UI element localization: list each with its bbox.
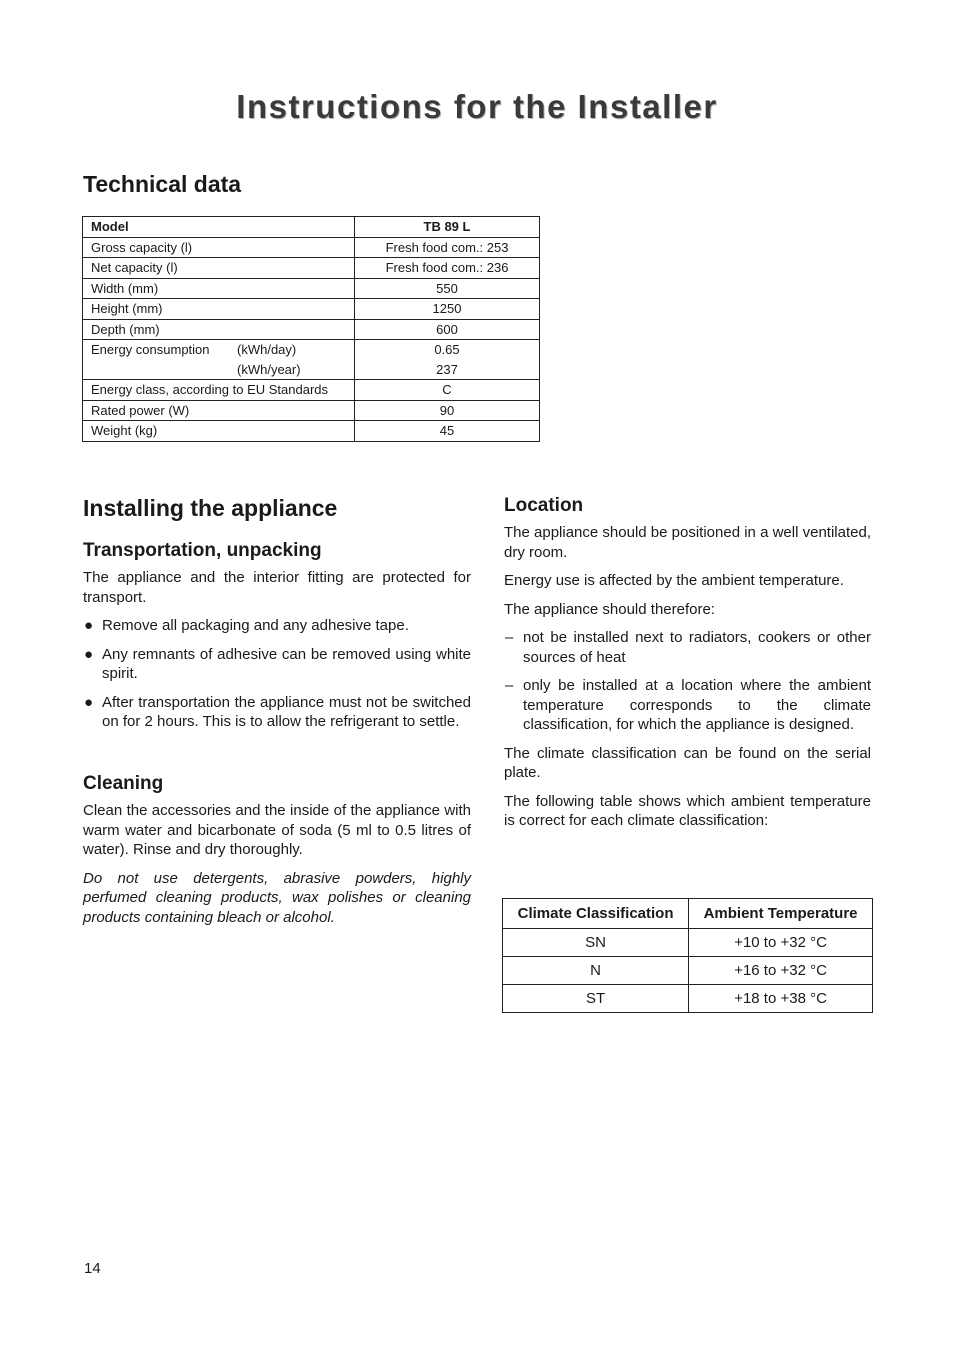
row-value: Fresh food com.: 236 <box>355 258 540 279</box>
list-item <box>83 693 471 732</box>
energy-unit-year: (kWh/year) <box>237 361 301 377</box>
table-row <box>83 237 540 258</box>
bullet-icon: ● <box>84 617 94 634</box>
location-p1: The appliance should be positioned in a well ventilated, dry room. <box>504 524 871 561</box>
table-row <box>83 400 540 421</box>
dash-icon: – <box>505 629 514 646</box>
dash-text: only be installed at a location where the ambient temperature corresponds to the climate classification, for which the appliance is designed. <box>523 677 871 733</box>
transport-section <box>83 568 471 741</box>
row-label: Depth (mm) <box>83 319 355 340</box>
bullet-text: Any remnants of adhesive can be removed using white spirit. <box>102 645 471 682</box>
energy-value-year: 237 <box>436 361 458 377</box>
row-label: Gross capacity (l) <box>83 237 355 258</box>
energy-label-cell <box>83 340 355 380</box>
installing-heading: Installing the appliance <box>83 495 338 521</box>
row-label: Energy class, according to EU Standards <box>83 380 355 401</box>
bullet-icon: ● <box>84 693 94 711</box>
table-row <box>503 985 873 1013</box>
bullet-icon: ● <box>84 645 94 663</box>
cleaning-text: Clean the accessories and the inside of the appliance with warm water and bicarbonate of soda (5 ml to 0.5 litres of water). Rinse and dry thoroughly. <box>83 802 471 858</box>
row-label: Net capacity (l) <box>83 258 355 279</box>
cleaning-heading: Cleaning <box>83 773 164 794</box>
location-p5: The following table shows which ambient temperature is correct for each climate classification: <box>504 792 871 829</box>
table-row <box>503 957 873 985</box>
table-row <box>83 319 540 340</box>
technical-data-heading: Technical data <box>83 171 242 197</box>
table-row <box>83 299 540 320</box>
energy-value-cell <box>355 340 540 380</box>
location-section <box>504 523 871 840</box>
row-label: Height (mm) <box>83 299 355 320</box>
cleaning-section <box>83 801 471 936</box>
table-header-row <box>503 899 873 929</box>
table-row <box>503 929 873 957</box>
table-row <box>83 258 540 279</box>
transport-bullet-list <box>83 616 471 732</box>
row-value: 1250 <box>355 299 540 320</box>
list-item <box>504 628 871 667</box>
model-value: TB 89 L <box>355 217 540 238</box>
location-p3: The appliance should therefore: <box>504 600 715 618</box>
ambient-temp: +18 to +38 °C <box>689 985 873 1013</box>
dash-text: not be installed next to radiators, cookers or other sources of heat <box>523 629 871 666</box>
climate-class: ST <box>503 985 689 1013</box>
row-value: C <box>355 380 540 401</box>
location-p4: The climate classification can be found on the serial plate. <box>504 744 871 781</box>
cleaning-warning: Do not use detergents, abrasive powders, highly perfumed cleaning products, wax polishes or cleaning products containing bleach or alcohol. <box>83 869 471 926</box>
list-item <box>504 676 871 735</box>
climate-table <box>502 898 873 1013</box>
bullet-text: After transportation the appliance must not be switched on for 2 hours. This is to allow the refrigerant to settle. <box>102 693 471 730</box>
table-row <box>83 380 540 401</box>
table-row <box>83 421 540 442</box>
page-title: Instructions for the Installer <box>236 88 718 125</box>
ambient-temp: +16 to +32 °C <box>689 957 873 985</box>
energy-unit-day: (kWh/day) <box>237 342 297 357</box>
list-item <box>83 616 471 636</box>
column-header: Ambient Temperature <box>689 899 873 929</box>
row-value: 600 <box>355 319 540 340</box>
row-value: 550 <box>355 278 540 299</box>
table-row-energy <box>83 340 540 380</box>
dash-icon: – <box>505 677 514 694</box>
model-label: Model <box>83 217 355 238</box>
energy-value-day: 0.65 <box>434 342 460 357</box>
location-dash-list <box>504 628 871 735</box>
row-value: 90 <box>355 400 540 421</box>
transport-heading: Transportation, unpacking <box>83 540 322 561</box>
page-number: 14 <box>84 1260 101 1277</box>
energy-label: Energy consumption <box>91 342 210 357</box>
row-label: Width (mm) <box>83 278 355 299</box>
climate-class: SN <box>503 929 689 957</box>
location-heading: Location <box>504 495 584 516</box>
row-label: Rated power (W) <box>83 400 355 421</box>
bullet-text: Remove all packaging and any adhesive tape. <box>102 617 409 634</box>
row-value: Fresh food com.: 253 <box>355 237 540 258</box>
table-row <box>83 217 540 238</box>
location-p2: Energy use is affected by the ambient temperature. <box>504 572 844 589</box>
row-value: 45 <box>355 421 540 442</box>
ambient-temp: +10 to +32 °C <box>689 929 873 957</box>
row-label: Weight (kg) <box>83 421 355 442</box>
column-header: Climate Classification <box>503 899 689 929</box>
technical-data-table <box>82 216 540 442</box>
transport-intro: The appliance and the interior fitting are protected for transport. <box>83 569 471 606</box>
climate-class: N <box>503 957 689 985</box>
list-item <box>83 645 471 684</box>
table-row <box>83 278 540 299</box>
